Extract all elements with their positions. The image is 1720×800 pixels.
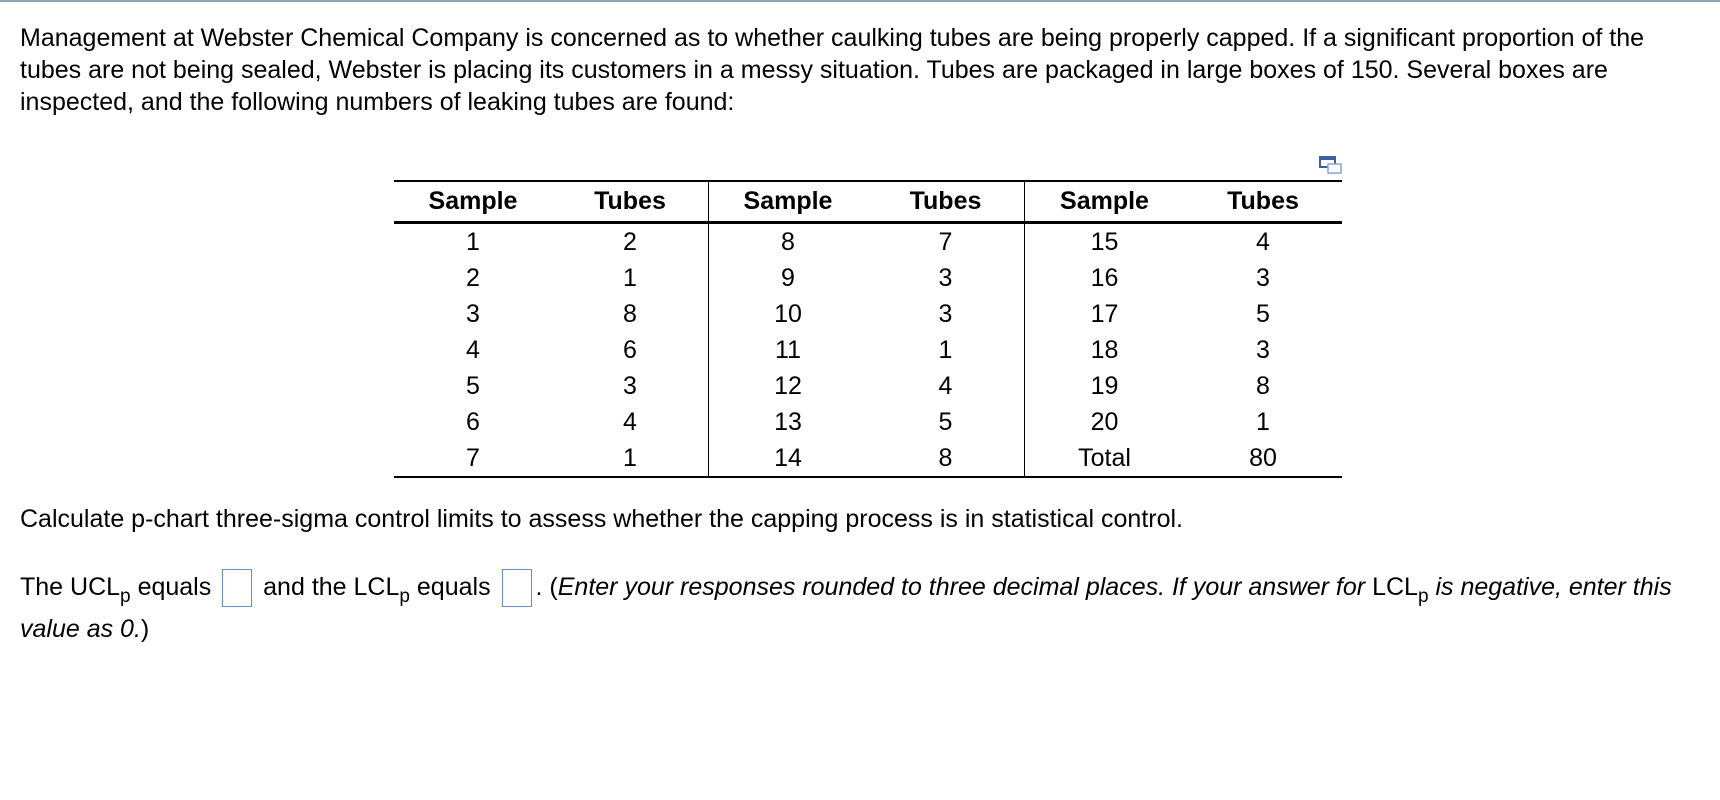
- table-cell: 14: [774, 443, 802, 472]
- table-cell: 1: [1256, 407, 1270, 436]
- header-tubes-1: Tubes: [552, 181, 709, 223]
- header-tubes-3: Tubes: [1184, 181, 1342, 223]
- equals-text: equals: [130, 573, 212, 601]
- table-cell: 19: [1090, 371, 1119, 400]
- table-cell: 5: [1256, 299, 1270, 328]
- top-border: [0, 0, 1720, 2]
- table-cell: 10: [774, 299, 802, 328]
- note-lcl: LCL: [1372, 573, 1418, 601]
- punctuation: ): [140, 615, 150, 643]
- table-cell: 7: [867, 223, 1025, 261]
- table-cell: 20: [1090, 407, 1119, 436]
- table-cell: 18: [1090, 335, 1119, 364]
- note-text: Enter your responses rounded to three decimal places. If your answer for: [557, 573, 1373, 601]
- table-cell: 3: [552, 368, 709, 404]
- note-lcl-subscript: p: [1417, 586, 1429, 607]
- answer-line: [20, 566, 1710, 650]
- leaking-tubes-table: [394, 180, 1342, 478]
- table-cell: 13: [774, 407, 802, 436]
- table-header-row: [394, 181, 1342, 223]
- table-cell: 3: [466, 299, 480, 328]
- table-cell: 1: [466, 227, 480, 256]
- table-cell: 2: [466, 263, 480, 292]
- header-sample-3: Sample: [1025, 181, 1185, 223]
- table-row: [394, 260, 1342, 296]
- header-sample-1: Sample: [394, 181, 552, 223]
- table-cell: 3: [1256, 263, 1270, 292]
- table-cell-total-label: Total: [1078, 443, 1131, 472]
- table-cell: 3: [1256, 335, 1270, 364]
- table-cell: 9: [781, 263, 795, 292]
- lcl-subscript: p: [399, 586, 410, 607]
- header-sample-2: Sample: [709, 181, 868, 223]
- table-cell: 16: [1090, 263, 1119, 292]
- table-cell: 5: [867, 404, 1025, 440]
- table-cell: 8: [1256, 371, 1270, 400]
- ucl-subscript: p: [120, 586, 131, 607]
- table-cell: 3: [867, 260, 1025, 296]
- table-row: [394, 368, 1342, 404]
- table-row: [394, 332, 1342, 368]
- table-row: [394, 223, 1342, 261]
- table-cell: 1: [867, 332, 1025, 368]
- ucl-answer-input[interactable]: [222, 569, 252, 607]
- table-cell: 4: [466, 335, 480, 364]
- table-cell: 1: [552, 440, 709, 477]
- equals-text: equals: [409, 573, 491, 601]
- table-cell: 8: [867, 440, 1025, 477]
- table-cell: 4: [867, 368, 1025, 404]
- table-cell: 5: [466, 371, 480, 400]
- table-cell: 1: [552, 260, 709, 296]
- note-text: is negative, enter this value as 0.: [20, 573, 1672, 643]
- table-cell: 15: [1090, 227, 1119, 256]
- problem-intro: Management at Webster Chemical Company is concerned as to whether caulking tubes are being properly capped. If a significant proportion of the tubes are not being sealed, Webster is placing its customers in a messy situation. Tubes are packaged in large boxes of 150. Several boxes are inspected, and the following numbers of leaking tubes are found:: [20, 24, 1645, 116]
- table-cell: 17: [1090, 299, 1119, 328]
- table-cell: 6: [466, 407, 480, 436]
- table-cell: 2: [552, 223, 709, 261]
- header-tubes-2: Tubes: [867, 181, 1025, 223]
- question-text: [20, 22, 1710, 118]
- table-cell-total-value: 80: [1249, 443, 1277, 472]
- table-row: [394, 296, 1342, 332]
- lcl-answer-input[interactable]: [502, 569, 532, 607]
- table-cell: 4: [552, 404, 709, 440]
- table-row: [394, 404, 1342, 440]
- table-row: [394, 440, 1342, 477]
- table-cell: 3: [867, 296, 1025, 332]
- table-cell: 8: [552, 296, 709, 332]
- table-cell: 6: [552, 332, 709, 368]
- popout-window-icon[interactable]: [1318, 154, 1344, 176]
- table-cell: 8: [781, 227, 795, 256]
- table-cell: 11: [775, 335, 801, 364]
- instruction-text: Calculate p-chart three-sigma control limits to assess whether the capping process is in statistical control.: [20, 505, 1184, 533]
- ucl-label: The UCL: [20, 573, 121, 601]
- punctuation: . (: [535, 573, 558, 601]
- table-cell: 7: [466, 443, 480, 472]
- table-cell: 12: [774, 371, 802, 400]
- lcl-label: and the LCL: [263, 573, 400, 601]
- table-cell: 4: [1256, 227, 1270, 256]
